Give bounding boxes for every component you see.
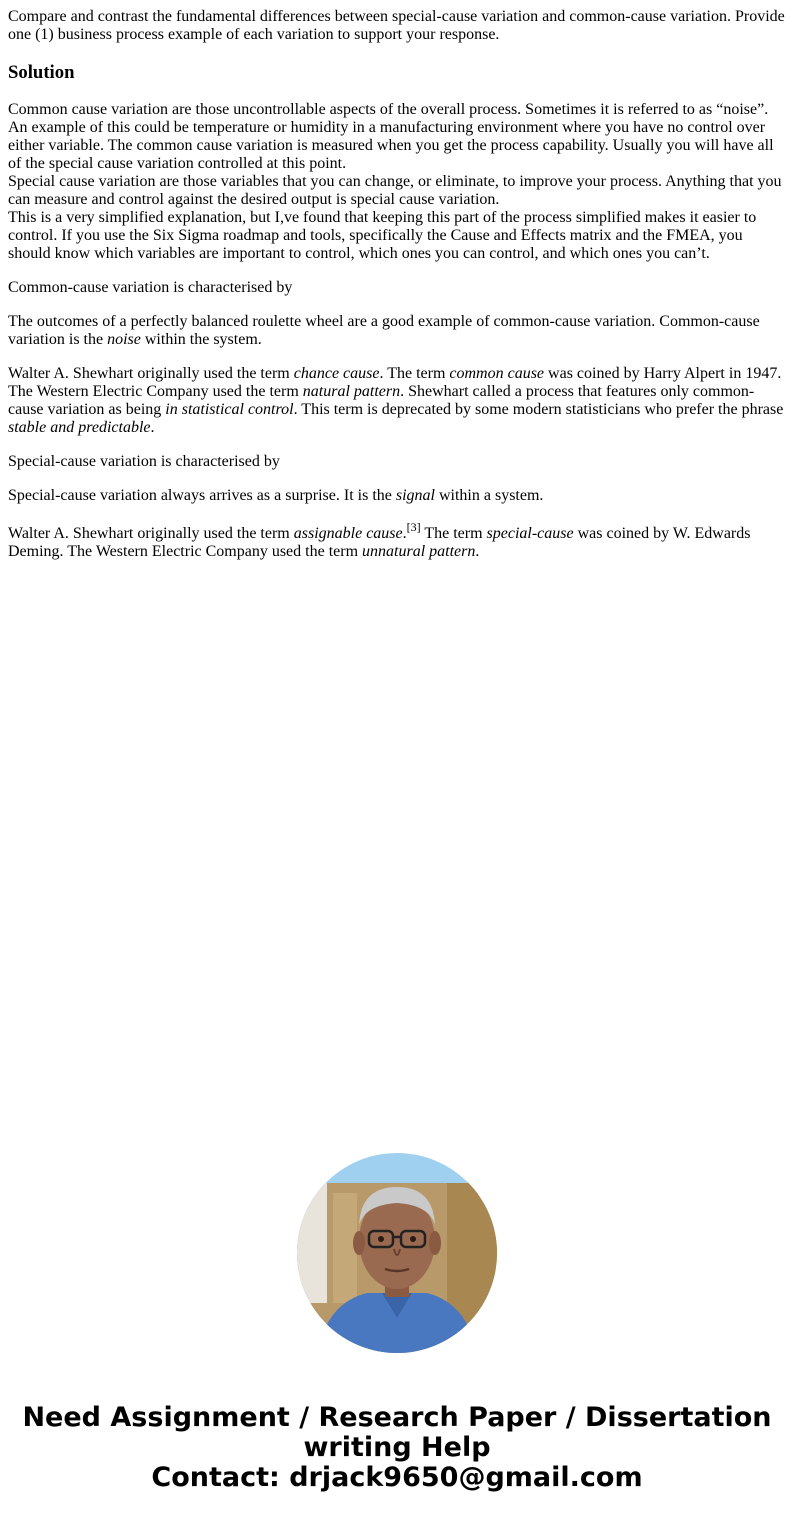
promo-footer [0,1403,794,1493]
text-run: . [402,525,407,542]
emphasis-stable-predictable: stable and predictable [8,419,151,436]
special-cause-heading: Special-cause variation is characterised by [8,453,280,470]
person-portrait-icon [297,1153,497,1353]
common-cause-paragraph-2 [8,365,786,437]
text-run: . [150,419,155,436]
text-run: within a system. [434,487,544,504]
solution-heading: Solution [8,62,75,83]
text-run: . The term [379,365,450,382]
emphasis-statistical-control: in statistical control [165,401,294,418]
emphasis-common-cause: common cause [449,365,545,382]
text-run: Walter A. Shewhart originally used the term [8,525,294,542]
emphasis-noise: noise [107,331,141,348]
common-cause-paragraph-1 [8,313,786,349]
text-run: Walter A. Shewhart originally used the term [8,365,294,382]
promo-contact-email[interactable]: Contact: drjack9650@gmail.com [151,1462,643,1493]
special-cause-paragraph-1 [8,487,786,505]
promo-line-2: writing Help [303,1432,491,1463]
answer-line-explanation: This is a very simplified explanation, but I,ve found that keeping this part of the process simplified makes it easier to control. If you use the Six Sigma roadmap and tools, specifically the Cause and Effects matrix and the FMEA, you should know which variables are important to control, which ones you can control, and which ones you can’t. [8,209,757,262]
text-run: . [475,543,480,560]
emphasis-special-cause: special-cause [486,525,574,542]
text-run: Special-cause variation always arrives as a surprise. It is the [8,487,396,504]
text-run: The term [420,525,487,542]
author-avatar [297,1153,497,1353]
emphasis-signal: signal [395,487,435,504]
text-run: . This term is deprecated by some modern statisticians who prefer the phrase [293,401,784,418]
text-run: was coined by Harry Alpert in 1947. The Western Electric Company used the term [8,365,782,400]
question-text: Compare and contrast the fundamental differences between special-cause variation and common-cause variation. Provide one (1) business process example of each variation to support your response. [8,8,785,43]
citation-reference-link[interactable]: [3] [406,519,421,534]
text-run: The outcomes of a perfectly balanced roulette wheel are a good example of common-cause variation. Common-cause variation is the [8,313,760,348]
answer-line-special-cause: Special cause variation are those variables that you can change, or eliminate, to improve your process. Anything that you can measure and control against the desired output is special cause variation. [8,173,782,208]
special-cause-paragraph-2 [8,519,786,561]
text-run: . Shewhart called a process that features only common-cause variation as being [8,383,755,418]
common-cause-heading: Common-cause variation is characterised by [8,279,293,296]
document-content [0,0,794,561]
emphasis-natural-pattern: natural pattern [302,383,401,400]
promo-line-1: Need Assignment / Research Paper / Dissertation [22,1402,772,1433]
emphasis-unnatural-pattern: unnatural pattern [362,543,476,560]
answer-line-common-cause: Common cause variation are those uncontrollable aspects of the overall process. Sometimes it is referred to as “noise”. An example of this could be temperature or humidity in a manufacturing environment where you have no control over either variable. The common cause variation is measured when you get the process capability. Usually you will have all of the special cause variation controlled at this point. [8,101,774,172]
answer-block [8,101,786,263]
emphasis-assignable-cause: assignable cause [293,525,403,542]
text-run: was coined by W. Edwards Deming. The Western Electric Company used the term [8,525,751,560]
emphasis-chance-cause: chance cause [293,365,380,382]
text-run: within the system. [140,331,262,348]
